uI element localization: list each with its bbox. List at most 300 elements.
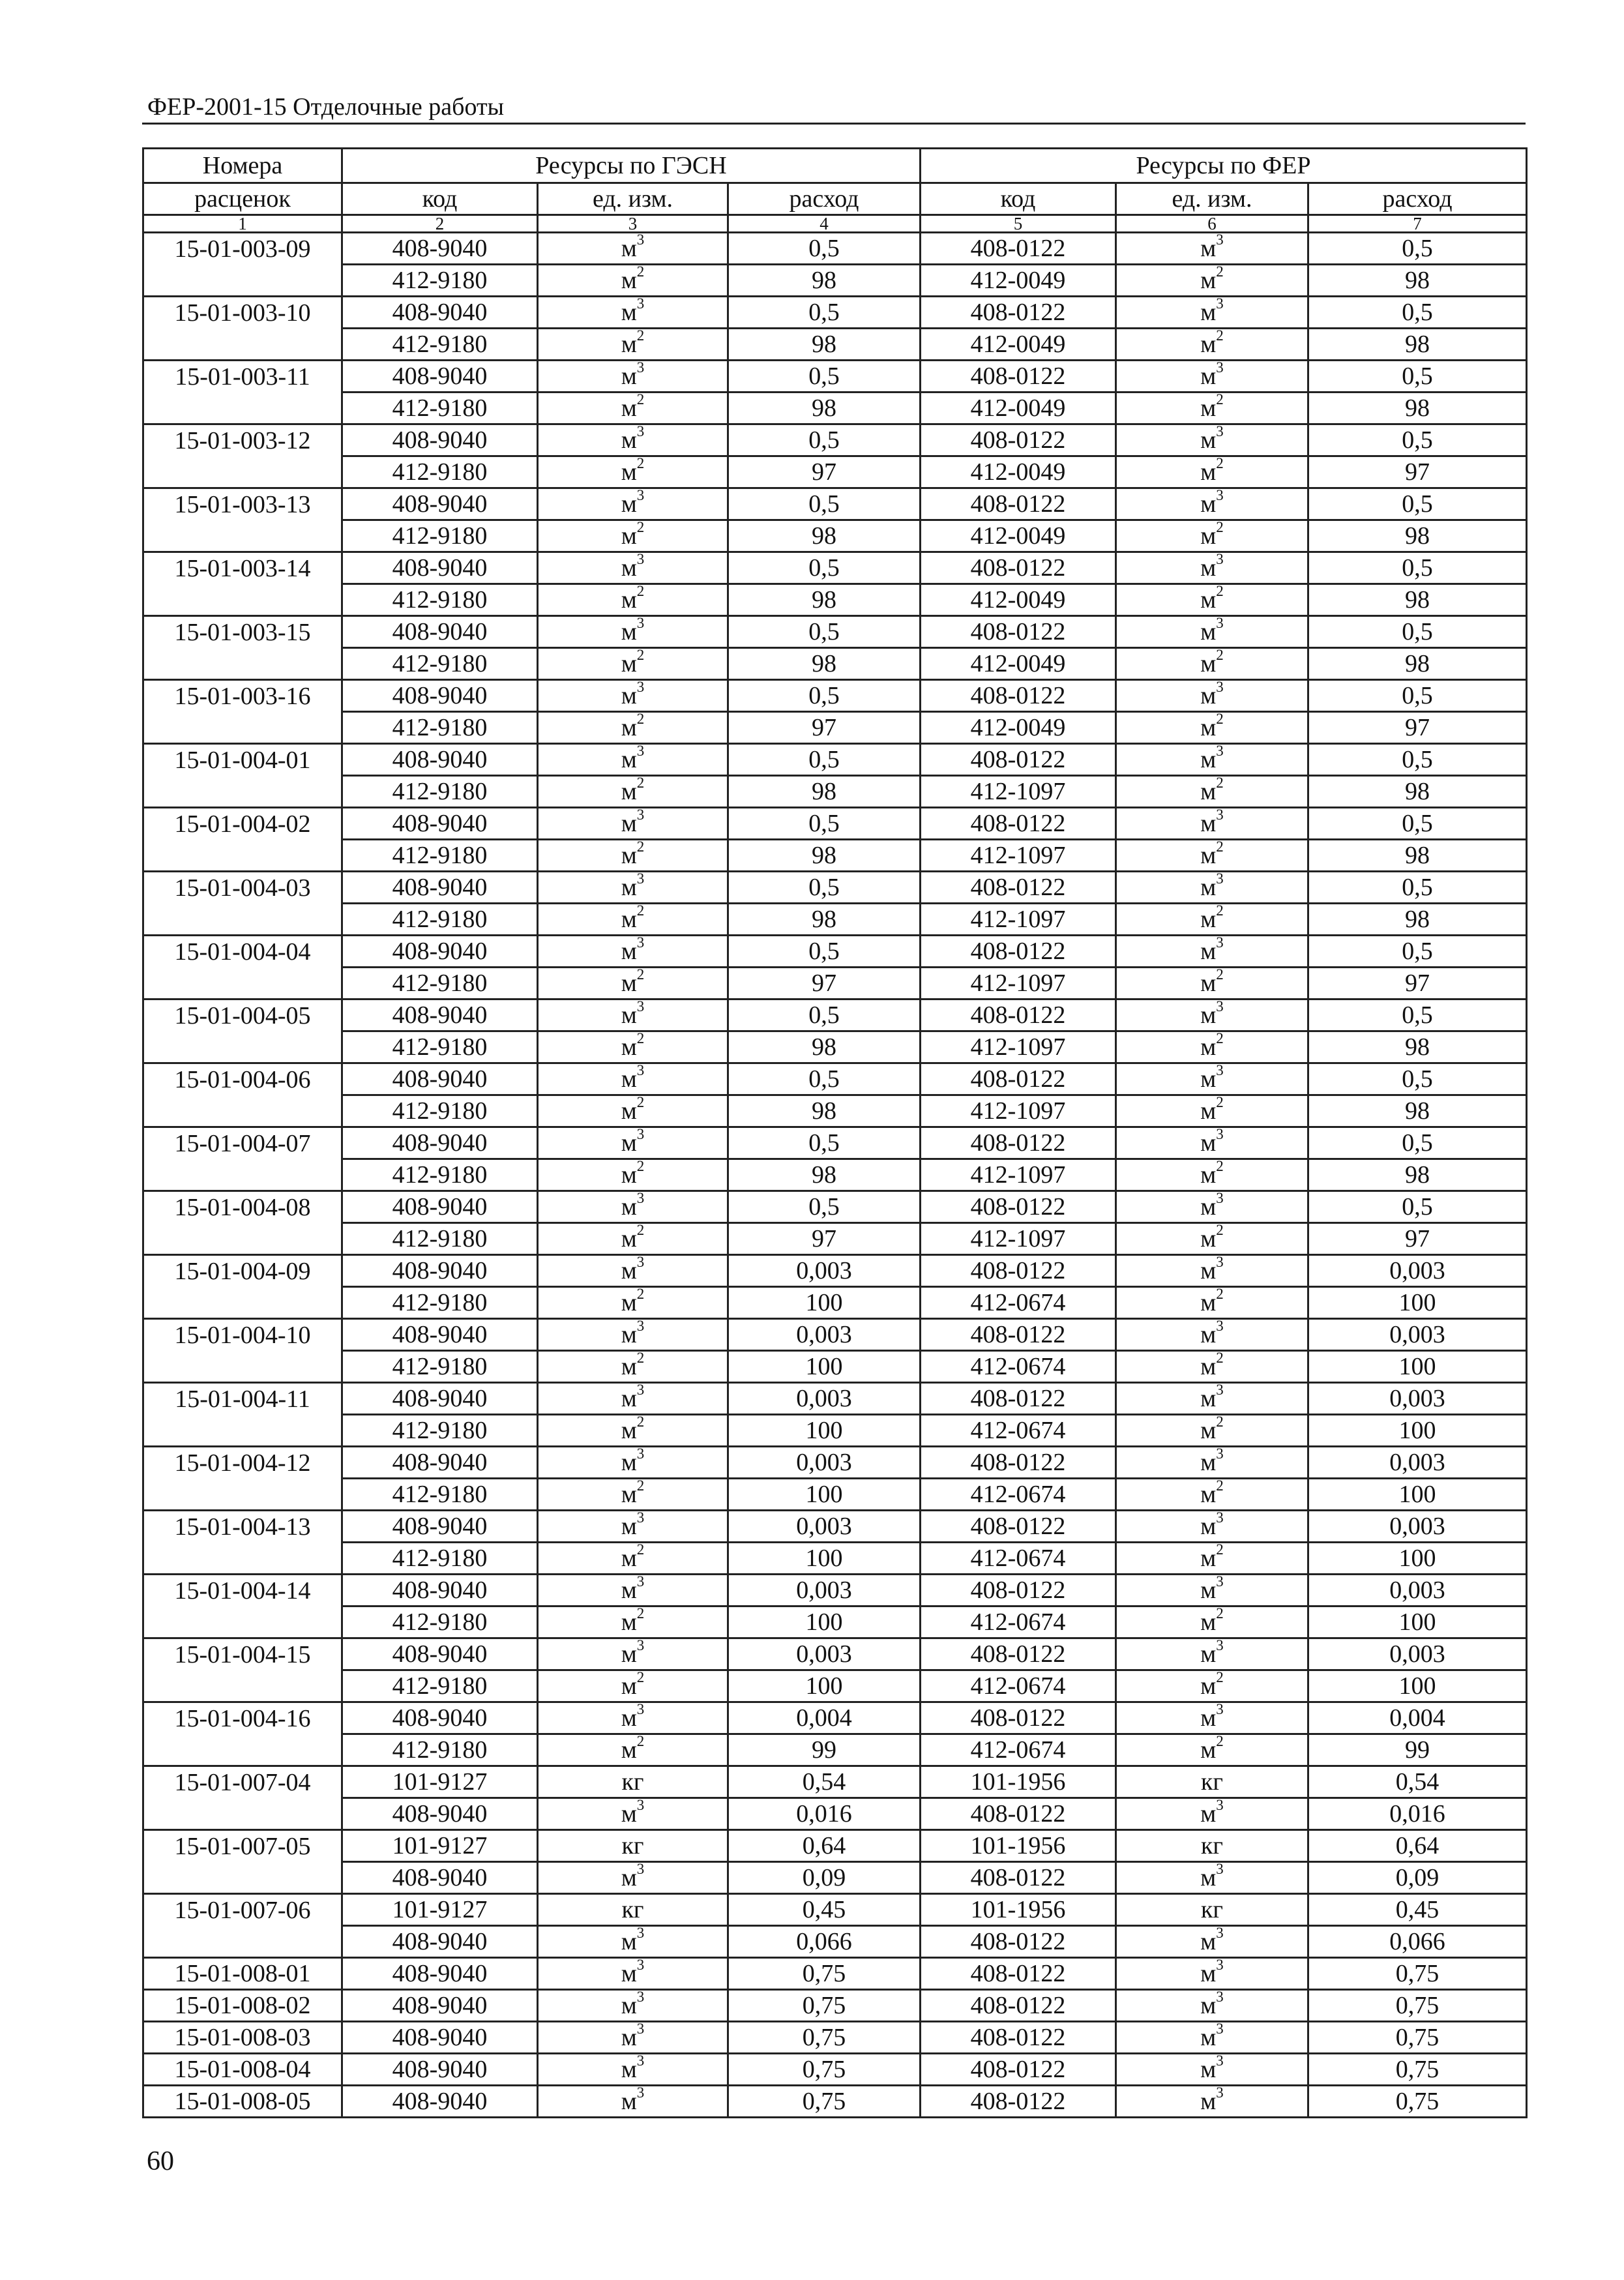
- gesn-consumption-cell: 0,45: [728, 1894, 921, 1926]
- fer-unit-cell: $м^3$: [1116, 2022, 1308, 2054]
- table-row: [143, 1383, 1527, 1415]
- fer-unit-cell: $м^2$: [1116, 265, 1308, 297]
- fer-code-cell: 412-0049: [921, 392, 1116, 424]
- table-row: [143, 1223, 1527, 1255]
- gesn-code-cell: 412-9180: [342, 1670, 538, 1702]
- gesn-code-cell: 408-9040: [342, 1191, 538, 1223]
- gesn-code-cell: 408-9040: [342, 1926, 538, 1958]
- rate-number-cell: [143, 840, 342, 872]
- fer-code-cell: 412-1097: [921, 1223, 1116, 1255]
- fer-unit-cell: $м^2$: [1116, 840, 1308, 872]
- fer-consumption-cell: 98: [1308, 1095, 1527, 1127]
- gesn-code-cell: 408-9040: [342, 2022, 538, 2054]
- fer-consumption-cell: 0,5: [1308, 936, 1527, 968]
- fer-consumption-cell: 0,5: [1308, 999, 1527, 1031]
- gesn-consumption-cell: 0,5: [728, 361, 921, 392]
- column-number: 2: [342, 215, 538, 233]
- gesn-unit-cell: $м^3$: [538, 2086, 728, 2118]
- fer-unit-cell: $м^2$: [1116, 1031, 1308, 1063]
- rate-number-cell: 15-01-004-06: [143, 1063, 342, 1095]
- fer-consumption-cell: 98: [1308, 648, 1527, 680]
- rate-number-cell: 15-01-004-02: [143, 808, 342, 840]
- table-row: [143, 1191, 1527, 1223]
- resources-table: [142, 147, 1528, 2118]
- fer-code-cell: 412-0049: [921, 456, 1116, 488]
- rate-number-cell: 15-01-008-03: [143, 2022, 342, 2054]
- gesn-consumption-cell: 100: [728, 1415, 921, 1447]
- rate-number-cell: [143, 712, 342, 744]
- table-row: [143, 936, 1527, 968]
- table-row: [143, 1575, 1527, 1606]
- fer-unit-cell: $м^3$: [1116, 1926, 1308, 1958]
- rate-number-cell: [143, 648, 342, 680]
- gesn-code-cell: 408-9040: [342, 1702, 538, 1734]
- gesn-unit-cell: $м^2$: [538, 712, 728, 744]
- gesn-consumption-cell: 97: [728, 1223, 921, 1255]
- fer-unit-cell: кг: [1116, 1766, 1308, 1798]
- fer-code-cell: 408-0122: [921, 872, 1116, 904]
- fer-unit-cell: $м^3$: [1116, 1575, 1308, 1606]
- rate-number-cell: 15-01-003-10: [143, 297, 342, 329]
- fer-consumption-cell: 99: [1308, 1734, 1527, 1766]
- fer-consumption-cell: 98: [1308, 1159, 1527, 1191]
- fer-code-cell: 412-1097: [921, 1095, 1116, 1127]
- gesn-unit-cell: $м^3$: [538, 744, 728, 776]
- fer-code-cell: 408-0122: [921, 1191, 1116, 1223]
- fer-code-cell: 412-0674: [921, 1479, 1116, 1511]
- table-row: [143, 1063, 1527, 1095]
- fer-code-cell: 408-0122: [921, 1447, 1116, 1479]
- gesn-code-cell: 412-9180: [342, 1287, 538, 1319]
- gesn-unit-cell: $м^2$: [538, 1031, 728, 1063]
- gesn-unit-cell: $м^3$: [538, 552, 728, 584]
- table-row: [143, 456, 1527, 488]
- rate-number-cell: [143, 265, 342, 297]
- rate-number-cell: 15-01-003-13: [143, 488, 342, 520]
- gesn-consumption-cell: 0,09: [728, 1862, 921, 1894]
- fer-code-cell: 412-1097: [921, 1031, 1116, 1063]
- gesn-code-cell: 408-9040: [342, 424, 538, 456]
- table-row: [143, 1894, 1527, 1926]
- table-row: [143, 648, 1527, 680]
- rate-number-cell: [143, 1159, 342, 1191]
- rate-number-cell: [143, 1095, 342, 1127]
- gesn-consumption-cell: 0,5: [728, 297, 921, 329]
- fer-consumption-cell: 100: [1308, 1479, 1527, 1511]
- fer-unit-cell: $м^2$: [1116, 648, 1308, 680]
- rate-number-cell: [143, 1862, 342, 1894]
- fer-code-cell: 408-0122: [921, 1319, 1116, 1351]
- gesn-consumption-cell: 98: [728, 776, 921, 808]
- gesn-unit-cell: $м^2$: [538, 1223, 728, 1255]
- rate-number-cell: [143, 1734, 342, 1766]
- gesn-consumption-cell: 98: [728, 329, 921, 361]
- fer-code-cell: 408-0122: [921, 680, 1116, 712]
- gesn-unit-cell: $м^2$: [538, 329, 728, 361]
- gesn-code-cell: 412-9180: [342, 1031, 538, 1063]
- table-row: [143, 584, 1527, 616]
- gesn-code-cell: 412-9180: [342, 1606, 538, 1638]
- fer-unit-cell: $м^2$: [1116, 584, 1308, 616]
- fer-unit-cell: $м^2$: [1116, 1287, 1308, 1319]
- fer-consumption-cell: 100: [1308, 1351, 1527, 1383]
- fer-consumption-cell: 0,5: [1308, 488, 1527, 520]
- gesn-code-cell: 408-9040: [342, 1447, 538, 1479]
- gesn-code-cell: 408-9040: [342, 616, 538, 648]
- fer-code-cell: 408-0122: [921, 233, 1116, 265]
- table-row: [143, 392, 1527, 424]
- table-row: [143, 616, 1527, 648]
- fer-unit-cell: $м^2$: [1116, 1543, 1308, 1575]
- gesn-consumption-cell: 98: [728, 648, 921, 680]
- gesn-consumption-cell: 0,016: [728, 1798, 921, 1830]
- column-number: 6: [1116, 215, 1308, 233]
- gesn-consumption-cell: 100: [728, 1543, 921, 1575]
- gesn-unit-cell: $м^3$: [538, 1958, 728, 1990]
- gesn-unit-cell: $м^3$: [538, 297, 728, 329]
- fer-consumption-cell: 0,5: [1308, 297, 1527, 329]
- fer-resources-header: Ресурсы по ФЕР: [921, 149, 1527, 183]
- fer-unit-cell: $м^3$: [1116, 1063, 1308, 1095]
- fer-unit-cell: $м^3$: [1116, 616, 1308, 648]
- fer-unit-cell: $м^2$: [1116, 1734, 1308, 1766]
- gesn-consumption-cell: 0,54: [728, 1766, 921, 1798]
- fer-code-cell: 408-0122: [921, 1255, 1116, 1287]
- table-row: [143, 1031, 1527, 1063]
- table-row: [143, 1990, 1527, 2022]
- gesn-unit-cell: $м^2$: [538, 456, 728, 488]
- fer-code-cell: 408-0122: [921, 1702, 1116, 1734]
- rate-number-cell: 15-01-004-05: [143, 999, 342, 1031]
- gesn-consumption-cell: 0,003: [728, 1255, 921, 1287]
- table-row: [143, 1159, 1527, 1191]
- fer-code-cell: 408-0122: [921, 1990, 1116, 2022]
- gesn-unit-cell: $м^2$: [538, 1159, 728, 1191]
- fer-consumption-cell: 0,5: [1308, 1063, 1527, 1095]
- fer-code-cell: 412-0049: [921, 520, 1116, 552]
- fer-code-cell: 408-0122: [921, 1798, 1116, 1830]
- table-row: [143, 1638, 1527, 1670]
- gesn-consumption-cell: 0,75: [728, 1958, 921, 1990]
- fer-consumption-cell: 0,003: [1308, 1575, 1527, 1606]
- fer-unit-cell: $м^3$: [1116, 1958, 1308, 1990]
- gesn-consumption-cell: 0,75: [728, 2054, 921, 2086]
- gesn-consumption-cell: 98: [728, 265, 921, 297]
- fer-consumption-cell: 0,003: [1308, 1447, 1527, 1479]
- fer-unit-cell: $м^3$: [1116, 2054, 1308, 2086]
- fer-code-cell: 408-0122: [921, 936, 1116, 968]
- gesn-unit-cell: $м^3$: [538, 2054, 728, 2086]
- gesn-code-cell: 412-9180: [342, 456, 538, 488]
- gesn-consumption-cell: 98: [728, 1159, 921, 1191]
- gesn-unit-cell: $м^3$: [538, 2022, 728, 2054]
- fer-consumption-cell: 0,75: [1308, 2022, 1527, 2054]
- fer-unit-cell: $м^3$: [1116, 2086, 1308, 2118]
- fer-consumption-cell: 98: [1308, 520, 1527, 552]
- page-number: 60: [147, 2146, 174, 2176]
- gesn-code-cell: 408-9040: [342, 233, 538, 265]
- gesn-consumption-cell: 0,5: [728, 1191, 921, 1223]
- rate-numbers-header: [143, 149, 342, 183]
- fer-code-cell: 408-0122: [921, 744, 1116, 776]
- gesn-code-cell: 412-9180: [342, 520, 538, 552]
- rate-number-cell: 15-01-003-14: [143, 552, 342, 584]
- gesn-unit-cell: $м^3$: [538, 1255, 728, 1287]
- gesn-consumption-cell: 0,5: [728, 872, 921, 904]
- gesn-code-cell: 408-9040: [342, 744, 538, 776]
- rate-number-cell: 15-01-003-15: [143, 616, 342, 648]
- gesn-consumption-cell: 0,003: [728, 1511, 921, 1543]
- fer-unit-cell: $м^3$: [1116, 999, 1308, 1031]
- fer-consumption-cell: 97: [1308, 968, 1527, 999]
- gesn-unit-cell: $м^3$: [538, 872, 728, 904]
- gesn-consumption-cell: 0,066: [728, 1926, 921, 1958]
- fer-code-cell: 408-0122: [921, 616, 1116, 648]
- table-row: [143, 1766, 1527, 1798]
- table-header: [143, 149, 1527, 233]
- fer-consumption-cell: 98: [1308, 265, 1527, 297]
- gesn-consumption-cell: 100: [728, 1351, 921, 1383]
- gesn-unit-cell: $м^3$: [538, 233, 728, 265]
- rate-number-cell: 15-01-003-09: [143, 233, 342, 265]
- gesn-unit-cell: $м^3$: [538, 1319, 728, 1351]
- rate-number-cell: 15-01-008-01: [143, 1958, 342, 1990]
- table-row: [143, 1479, 1527, 1511]
- fer-consumption-cell: 0,75: [1308, 2054, 1527, 2086]
- fer-consumption-cell: 0,003: [1308, 1383, 1527, 1415]
- fer-code-cell: 412-0674: [921, 1606, 1116, 1638]
- fer-code-cell: 408-0122: [921, 1127, 1116, 1159]
- gesn-consumption-header: расход: [728, 183, 921, 215]
- gesn-consumption-cell: 100: [728, 1287, 921, 1319]
- fer-code-cell: 408-0122: [921, 424, 1116, 456]
- fer-unit-cell: $м^2$: [1116, 456, 1308, 488]
- gesn-code-cell: 408-9040: [342, 1511, 538, 1543]
- gesn-consumption-cell: 97: [728, 968, 921, 999]
- table-row: [143, 1670, 1527, 1702]
- gesn-unit-cell: $м^2$: [538, 1670, 728, 1702]
- gesn-code-header: код: [342, 183, 538, 215]
- fer-consumption-cell: 0,016: [1308, 1798, 1527, 1830]
- table-row: [143, 552, 1527, 584]
- fer-unit-cell: $м^2$: [1116, 1415, 1308, 1447]
- fer-code-cell: 412-0049: [921, 584, 1116, 616]
- fer-code-cell: 412-0049: [921, 265, 1116, 297]
- table-row: [143, 265, 1527, 297]
- gesn-code-cell: 408-9040: [342, 552, 538, 584]
- fer-unit-cell: $м^3$: [1116, 872, 1308, 904]
- fer-consumption-cell: 0,75: [1308, 1990, 1527, 2022]
- gesn-code-cell: 408-9040: [342, 1798, 538, 1830]
- gesn-consumption-cell: 0,5: [728, 1127, 921, 1159]
- gesn-consumption-cell: 0,5: [728, 1063, 921, 1095]
- fer-unit-cell: $м^2$: [1116, 904, 1308, 936]
- column-number: 5: [921, 215, 1116, 233]
- fer-code-cell: 101-1956: [921, 1766, 1116, 1798]
- gesn-code-cell: 412-9180: [342, 904, 538, 936]
- gesn-resources-header: Ресурсы по ГЭСН: [342, 149, 921, 183]
- gesn-unit-cell: $м^2$: [538, 1734, 728, 1766]
- fer-code-cell: 412-0674: [921, 1670, 1116, 1702]
- gesn-code-cell: 408-9040: [342, 936, 538, 968]
- rate-number-cell: [143, 904, 342, 936]
- gesn-code-cell: 408-9040: [342, 1127, 538, 1159]
- gesn-unit-cell: $м^3$: [538, 1191, 728, 1223]
- fer-unit-cell: $м^3$: [1116, 1383, 1308, 1415]
- rate-number-cell: 15-01-008-05: [143, 2086, 342, 2118]
- rate-number-cell: 15-01-007-06: [143, 1894, 342, 1926]
- table-row: [143, 2054, 1527, 2086]
- fer-consumption-cell: 100: [1308, 1543, 1527, 1575]
- gesn-unit-cell: $м^3$: [538, 1638, 728, 1670]
- column-number-row: [143, 215, 1527, 233]
- table-row: [143, 233, 1527, 265]
- fer-code-cell: 408-0122: [921, 1926, 1116, 1958]
- rate-number-cell: [143, 1287, 342, 1319]
- fer-consumption-cell: 98: [1308, 1031, 1527, 1063]
- fer-consumption-cell: 0,5: [1308, 1191, 1527, 1223]
- fer-code-cell: 408-0122: [921, 1511, 1116, 1543]
- gesn-code-cell: 408-9040: [342, 297, 538, 329]
- fer-code-cell: 412-0674: [921, 1351, 1116, 1383]
- column-number: 4: [728, 215, 921, 233]
- rate-number-cell: 15-01-004-07: [143, 1127, 342, 1159]
- fer-consumption-cell: 0,75: [1308, 1958, 1527, 1990]
- fer-consumption-cell: 97: [1308, 456, 1527, 488]
- fer-consumption-cell: 98: [1308, 840, 1527, 872]
- fer-unit-cell: $м^3$: [1116, 1191, 1308, 1223]
- gesn-consumption-cell: 0,5: [728, 744, 921, 776]
- rate-number-cell: 15-01-004-14: [143, 1575, 342, 1606]
- fer-unit-cell: $м^3$: [1116, 808, 1308, 840]
- rate-number-cell: [143, 1351, 342, 1383]
- gesn-consumption-cell: 0,5: [728, 233, 921, 265]
- fer-unit-header: ед. изм.: [1116, 183, 1308, 215]
- gesn-unit-cell: $м^2$: [538, 776, 728, 808]
- fer-consumption-cell: 97: [1308, 1223, 1527, 1255]
- gesn-unit-cell: $м^3$: [538, 361, 728, 392]
- gesn-consumption-cell: 0,5: [728, 936, 921, 968]
- gesn-unit-cell: $м^2$: [538, 1606, 728, 1638]
- gesn-code-cell: 412-9180: [342, 1095, 538, 1127]
- rate-number-cell: 15-01-003-16: [143, 680, 342, 712]
- gesn-code-cell: 408-9040: [342, 999, 538, 1031]
- gesn-code-cell: 408-9040: [342, 361, 538, 392]
- fer-code-cell: 408-0122: [921, 808, 1116, 840]
- gesn-consumption-cell: 0,5: [728, 488, 921, 520]
- rate-number-cell: 15-01-008-02: [143, 1990, 342, 2022]
- rate-number-cell: [143, 1798, 342, 1830]
- gesn-unit-cell: $м^2$: [538, 1287, 728, 1319]
- fer-unit-cell: кг: [1116, 1830, 1308, 1862]
- gesn-code-cell: 408-9040: [342, 1862, 538, 1894]
- gesn-unit-cell: кг: [538, 1766, 728, 1798]
- gesn-code-cell: 412-9180: [342, 968, 538, 999]
- fer-unit-cell: $м^2$: [1116, 1606, 1308, 1638]
- gesn-code-cell: 412-9180: [342, 1351, 538, 1383]
- rate-number-cell: [143, 1415, 342, 1447]
- fer-unit-cell: $м^3$: [1116, 552, 1308, 584]
- gesn-code-cell: 408-9040: [342, 1063, 538, 1095]
- gesn-consumption-cell: 99: [728, 1734, 921, 1766]
- gesn-unit-cell: кг: [538, 1830, 728, 1862]
- fer-consumption-cell: 98: [1308, 904, 1527, 936]
- gesn-code-cell: 408-9040: [342, 1319, 538, 1351]
- rate-number-cell: 15-01-004-11: [143, 1383, 342, 1415]
- fer-unit-cell: $м^2$: [1116, 1670, 1308, 1702]
- fer-unit-cell: кг: [1116, 1894, 1308, 1926]
- fer-consumption-cell: 98: [1308, 584, 1527, 616]
- fer-consumption-cell: 0,5: [1308, 680, 1527, 712]
- table-row: [143, 1095, 1527, 1127]
- table-row: [143, 1255, 1527, 1287]
- table-row: [143, 872, 1527, 904]
- table-row: [143, 1415, 1527, 1447]
- rate-number-cell: [143, 1543, 342, 1575]
- gesn-consumption-cell: 0,003: [728, 1383, 921, 1415]
- gesn-consumption-cell: 97: [728, 456, 921, 488]
- gesn-unit-cell: $м^2$: [538, 265, 728, 297]
- table-row: [143, 488, 1527, 520]
- gesn-code-cell: 412-9180: [342, 712, 538, 744]
- fer-consumption-cell: 0,64: [1308, 1830, 1527, 1862]
- gesn-unit-cell: $м^2$: [538, 1095, 728, 1127]
- gesn-consumption-cell: 0,75: [728, 2022, 921, 2054]
- page-header: [142, 91, 1526, 125]
- gesn-consumption-cell: 98: [728, 1031, 921, 1063]
- table-row: [143, 1862, 1527, 1894]
- gesn-code-cell: 408-9040: [342, 488, 538, 520]
- fer-consumption-cell: 100: [1308, 1415, 1527, 1447]
- table-row: [143, 808, 1527, 840]
- fer-unit-cell: $м^2$: [1116, 776, 1308, 808]
- document-title: ФЕР-2001-15 Отделочные работы: [147, 93, 505, 121]
- fer-consumption-cell: 0,75: [1308, 2086, 1527, 2118]
- table-row: [143, 1319, 1527, 1351]
- fer-unit-cell: $м^2$: [1116, 1479, 1308, 1511]
- fer-unit-cell: $м^3$: [1116, 297, 1308, 329]
- fer-unit-cell: $м^3$: [1116, 1862, 1308, 1894]
- fer-consumption-cell: 0,5: [1308, 872, 1527, 904]
- gesn-consumption-cell: 0,5: [728, 808, 921, 840]
- fer-code-cell: 412-0049: [921, 648, 1116, 680]
- fer-code-cell: 408-0122: [921, 361, 1116, 392]
- fer-code-cell: 101-1956: [921, 1830, 1116, 1862]
- gesn-unit-cell: $м^3$: [538, 936, 728, 968]
- gesn-code-cell: 412-9180: [342, 648, 538, 680]
- rate-number-cell: 15-01-007-04: [143, 1766, 342, 1798]
- gesn-unit-cell: $м^3$: [538, 1862, 728, 1894]
- gesn-unit-cell: $м^3$: [538, 1575, 728, 1606]
- gesn-code-cell: 408-9040: [342, 1575, 538, 1606]
- table-row: [143, 904, 1527, 936]
- fer-consumption-cell: 0,003: [1308, 1511, 1527, 1543]
- gesn-unit-cell: $м^2$: [538, 840, 728, 872]
- rate-number-cell: [143, 1926, 342, 1958]
- gesn-code-cell: 101-9127: [342, 1830, 538, 1862]
- table-row: [143, 776, 1527, 808]
- table-row: [143, 840, 1527, 872]
- fer-consumption-cell: 100: [1308, 1287, 1527, 1319]
- fer-consumption-cell: 0,5: [1308, 744, 1527, 776]
- gesn-unit-cell: $м^2$: [538, 904, 728, 936]
- fer-unit-cell: $м^2$: [1116, 520, 1308, 552]
- table-row: [143, 1127, 1527, 1159]
- fer-code-cell: 408-0122: [921, 1383, 1116, 1415]
- fer-consumption-header: расход: [1308, 183, 1527, 215]
- fer-consumption-cell: 0,066: [1308, 1926, 1527, 1958]
- fer-code-cell: 408-0122: [921, 297, 1116, 329]
